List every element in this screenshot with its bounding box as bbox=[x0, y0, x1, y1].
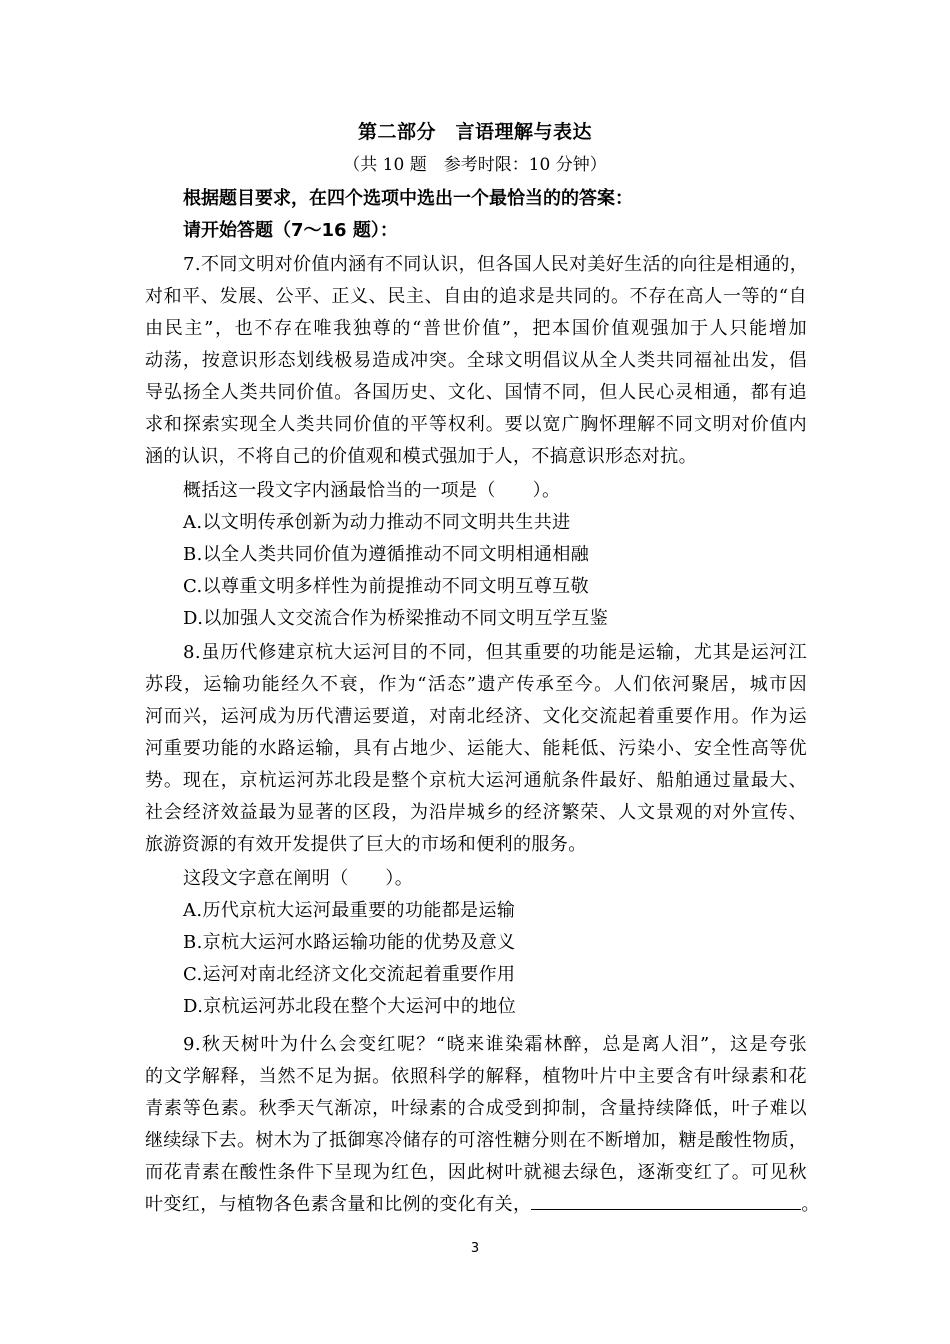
question-prompt: 概括这一段文字内涵最恰当的一项是（ ）。 bbox=[183, 480, 561, 501]
passage-line: 8.虽历代修建京杭大运河目的不同，但其重要的功能是运输，尤其是运河江 bbox=[183, 642, 807, 663]
option-b: B.以全人类共同价值为遵循推动不同文明相通相融 bbox=[183, 544, 590, 565]
passage-line: 由民主”，也不存在唯我独尊的“普世价值”，把本国价值观强加于人只能增加 bbox=[145, 318, 807, 339]
option-b: B.京杭大运河水路运输功能的优势及意义 bbox=[183, 932, 516, 953]
passage-line: 河重要功能的水路运输，具有占地少、运能大、能耗低、污染小、安全性高等优 bbox=[145, 738, 807, 759]
fill-in-blank[interactable] bbox=[531, 1191, 801, 1210]
passage-line: 对和平、发展、公平、正义、民主、自由的追求是共同的。不存在高人一等的“自 bbox=[145, 286, 807, 307]
passage-line: 涵的认识，不将自己的价值观和模式强加于人，不搞意识形态对抗。 bbox=[145, 446, 697, 467]
passage-line: 的文学解释，当然不足为据。依照科学的解释，植物叶片中主要含有叶绿素和花 bbox=[145, 1066, 807, 1087]
blank-end-punctuation: 。 bbox=[801, 1194, 820, 1215]
passage-line: 7.不同文明对价值内涵有不同认识，但各国人民对美好生活的向往是相通的， bbox=[183, 254, 809, 275]
option-a: A.历代京杭大运河最重要的功能都是运输 bbox=[183, 900, 516, 921]
start-prompt: 请开始答题（7～16 题）： bbox=[183, 220, 398, 241]
section-subtitle: （共 10 题 参考时限：10 分钟） bbox=[343, 155, 607, 175]
passage-line: 势。现在，京杭运河苏北段是整个京杭大运河通航条件最好、船舶通过量最大、 bbox=[145, 770, 807, 791]
passage-line: 苏段，运输功能经久不衰，作为“活态”遗产传承至今。人们依河聚居，城市因 bbox=[145, 674, 807, 695]
passage-line: 求和探索实现全人类共同价值的平等权利。要以宽广胸怀理解不同文明对价值内 bbox=[145, 414, 807, 435]
instruction-text: 根据题目要求，在四个选项中选出一个最恰当的的答案： bbox=[183, 188, 633, 209]
passage-line: 9.秋天树叶为什么会变红呢？“晓来谁染霜林醉，总是离人泪”，这是夸张 bbox=[183, 1034, 807, 1055]
passage-line: 动荡，按意识形态划线极易造成冲突。全球文明倡议从全人类共同福祉出发，倡 bbox=[145, 350, 807, 371]
passage-line: 叶变红，与植物各色素含量和比例的变化有关， bbox=[145, 1194, 532, 1215]
passage-line: 河而兴，运河成为历代漕运要道，对南北经济、文化交流起着重要作用。作为运 bbox=[145, 706, 807, 727]
option-a: A.以文明传承创新为动力推动不同文明共生共进 bbox=[183, 512, 571, 533]
option-d: D.以加强人文交流合作为桥梁推动不同文明互学互鉴 bbox=[183, 608, 609, 629]
passage-line: 导弘扬全人类共同价值。各国历史、文化、国情不同，但人民心灵相通，都有追 bbox=[145, 382, 807, 403]
passage-line: 青素等色素。秋季天气渐凉，叶绿素的合成受到抑制，含量持续降低，叶子难以 bbox=[145, 1098, 807, 1119]
question-prompt: 这段文字意在阐明（ ）。 bbox=[183, 868, 414, 889]
passage-line: 而花青素在酸性条件下呈现为红色，因此树叶就褪去绿色，逐渐变红了。可见秋 bbox=[145, 1162, 807, 1183]
option-c: C.运河对南北经济文化交流起着重要作用 bbox=[183, 964, 516, 985]
passage-line: 社会经济效益最为显著的区段，为沿岸城乡的经济繁荣、人文景观的对外宣传、 bbox=[145, 802, 807, 823]
passage-last-line bbox=[145, 1190, 820, 1216]
passage-line: 继续绿下去。树木为了抵御寒冷储存的可溶性糖分则在不断增加，糖是酸性物质， bbox=[145, 1130, 808, 1151]
page-number: 3 bbox=[470, 1241, 480, 1256]
option-c: C.以尊重文明多样性为前提推动不同文明互尊互敬 bbox=[183, 576, 590, 597]
section-title: 第二部分 言语理解与表达 bbox=[357, 121, 592, 143]
passage-line: 旅游资源的有效开发提供了巨大的市场和便利的服务。 bbox=[145, 834, 587, 855]
option-d: D.京杭运河苏北段在整个大运河中的地位 bbox=[183, 996, 517, 1017]
